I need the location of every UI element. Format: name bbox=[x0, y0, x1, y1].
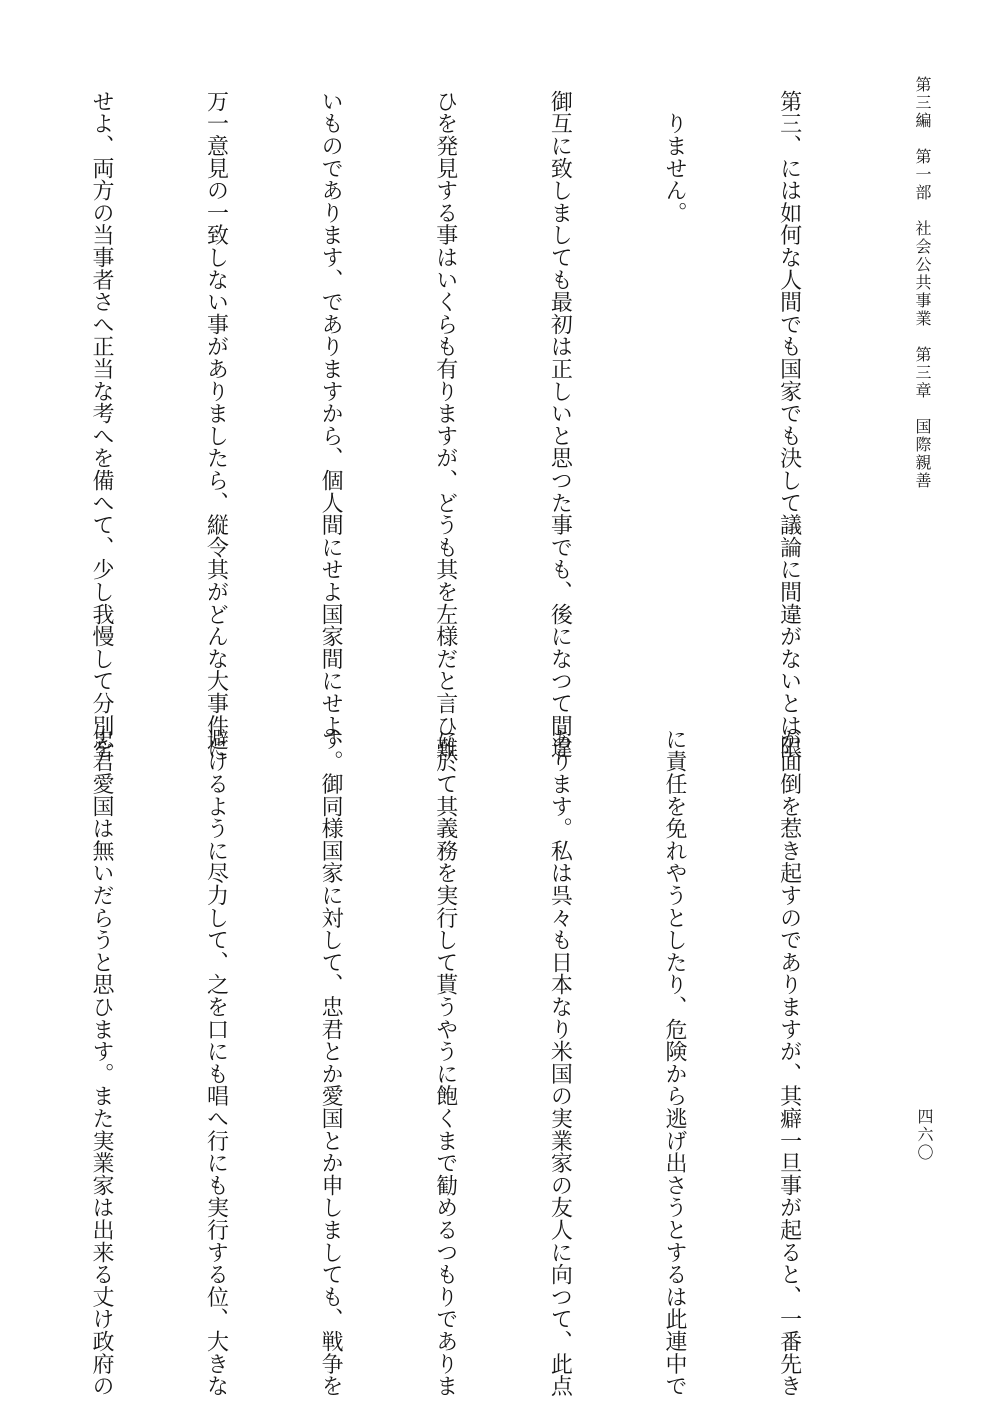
text-line: 避けるように尽力して、之を口にも唱へ行にも実行する位、大きな bbox=[203, 728, 229, 1397]
text-line: 万一意見の一致しない事がありましたら、縦令其がどんな大事件に bbox=[203, 90, 229, 759]
text-line: 忠君愛国は無いだらうと思ひます。また実業家は出来る丈け政府の bbox=[88, 728, 114, 1397]
text-line: が面倒を惹き起すのでありますが、其癖一旦事が起ると、一番先き bbox=[776, 728, 802, 1397]
lower-text-block bbox=[0, 728, 884, 1397]
page-number: 四六〇 bbox=[915, 1108, 934, 1162]
text-line bbox=[0, 728, 5, 1328]
text-line: ひを発見する事はいくらも有りますが、どうも其を左様だと言ひ難 bbox=[432, 90, 458, 759]
running-head-chapter: 第三編 第一部 社会公共事業 第三章 国際親善 bbox=[913, 76, 932, 490]
text-line: 御互に致しましても最初は正しいと思つた事でも、後になつて間違 bbox=[547, 90, 573, 759]
text-line: に責任を免れやうとしたり、危険から逃げ出さうとするは此連中で bbox=[661, 728, 687, 1397]
text-line: す。御同様国家に対して、忠君とか愛国とか申しましても、戦争を bbox=[318, 728, 344, 1397]
text-line bbox=[0, 90, 5, 650]
text-line: に於て其義務を実行して貰うやうに飽くまで勧めるつもりでありま bbox=[432, 728, 458, 1397]
text-line: 第三、には如何な人間でも国家でも決して議論に間違がないとは限 bbox=[776, 90, 802, 759]
upper-text-block bbox=[0, 90, 884, 759]
text-line: あります。私は呉々も日本なり米国の実業家の友人に向つて、此点 bbox=[547, 728, 573, 1397]
text-line: いものであります、でありますから、個人間にせよ国家間にせよ、 bbox=[318, 90, 344, 759]
text-line: りません。 bbox=[661, 90, 687, 224]
text-line: せよ、両方の当事者さへ正当な考へを備へて、少し我慢して分別を bbox=[88, 90, 114, 759]
